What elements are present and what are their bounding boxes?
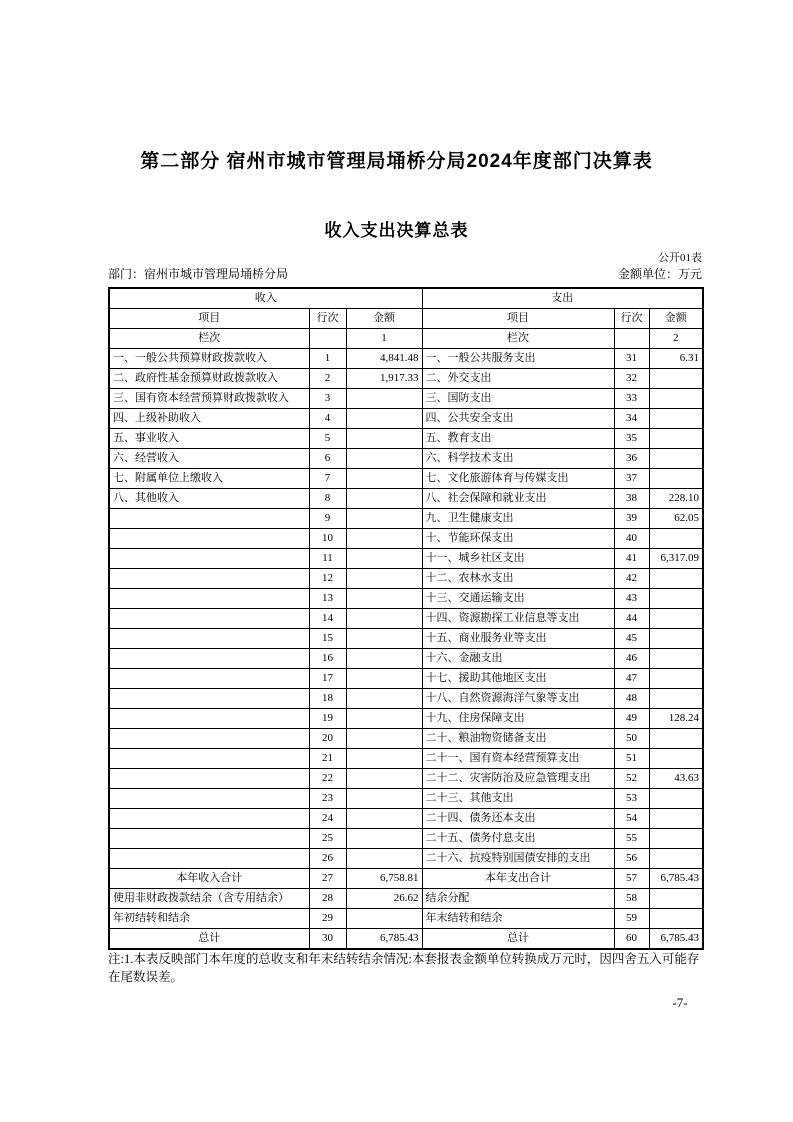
expense-rowno-cell: 35	[614, 429, 649, 449]
income-rowno-cell: 7	[309, 469, 346, 489]
income-rowno-cell: 27	[309, 869, 346, 889]
expense-item-cell: 二十六、抗疫特别国债安排的支出	[422, 849, 614, 869]
expense-item-cell: 年末结转和结余	[422, 909, 614, 929]
income-amount-cell	[346, 389, 422, 409]
table-row	[109, 689, 703, 709]
expense-item-cell: 二、外交支出	[422, 369, 614, 389]
expense-item-cell: 六、科学技术支出	[422, 449, 614, 469]
income-amount-cell	[346, 489, 422, 509]
income-amount-cell	[346, 429, 422, 449]
income-amount-cell: 6,785.43	[346, 929, 422, 950]
income-rowno-cell: 5	[309, 429, 346, 449]
income-rowno-cell: 25	[309, 829, 346, 849]
expense-item-cell: 十、节能环保支出	[422, 529, 614, 549]
expense-rowno-cell: 58	[614, 889, 649, 909]
expense-item-cell: 十一、城乡社区支出	[422, 549, 614, 569]
expense-amount-cell	[649, 609, 703, 629]
income-item-cell	[109, 549, 309, 569]
income-item-cell	[109, 589, 309, 609]
income-amount-cell	[346, 729, 422, 749]
income-amount-cell	[346, 649, 422, 669]
expense-item-cell: 二十、粮油物资储备支出	[422, 729, 614, 749]
expense-item-cell: 十七、援助其他地区支出	[422, 669, 614, 689]
income-item-cell: 总计	[109, 929, 309, 950]
income-section-header: 收入	[109, 288, 422, 309]
income-item-cell: 四、上级补助收入	[109, 409, 309, 429]
income-rowno-cell: 9	[309, 509, 346, 529]
part-title: 第二部分 宿州市城市管理局埇桥分局2024年度部门决算表	[140, 151, 653, 172]
expense-rowno-header: 行次	[614, 309, 649, 329]
meta-row	[108, 265, 702, 282]
expense-rowno-cell: 51	[614, 749, 649, 769]
income-rowno-cell: 13	[309, 589, 346, 609]
expense-amount-cell	[649, 789, 703, 809]
expense-rowno-cell: 59	[614, 909, 649, 929]
expense-amount-header: 金额	[649, 309, 703, 329]
expense-rowno-cell: 50	[614, 729, 649, 749]
income-item-cell: 六、经营收入	[109, 449, 309, 469]
expense-rowno-cell: 42	[614, 569, 649, 589]
expense-rowno-cell: 56	[614, 849, 649, 869]
income-lanci-blank	[309, 329, 346, 349]
expense-item-cell: 二十五、债务付息支出	[422, 829, 614, 849]
income-amount-cell	[346, 629, 422, 649]
expense-amount-cell	[649, 409, 703, 429]
income-item-cell	[109, 569, 309, 589]
expense-item-cell: 二十一、国有资本经营预算支出	[422, 749, 614, 769]
income-amount-cell	[346, 769, 422, 789]
expense-item-cell: 八、社会保障和就业支出	[422, 489, 614, 509]
income-item-cell: 二、政府性基金预算财政拨款收入	[109, 369, 309, 389]
income-amount-cell	[346, 669, 422, 689]
table-row	[109, 609, 703, 629]
expense-amount-cell	[649, 809, 703, 829]
expense-item-cell: 结余分配	[422, 889, 614, 909]
expense-rowno-cell: 40	[614, 529, 649, 549]
income-item-cell	[109, 789, 309, 809]
expense-rowno-cell: 36	[614, 449, 649, 469]
table-row	[109, 389, 703, 409]
expense-amount-cell	[649, 429, 703, 449]
expense-amount-cell: 43.63	[649, 769, 703, 789]
income-item-cell: 本年收入合计	[109, 869, 309, 889]
expense-rowno-cell: 39	[614, 509, 649, 529]
table-row	[109, 469, 703, 489]
expense-rowno-cell: 55	[614, 829, 649, 849]
table-title: 收入支出决算总表	[324, 221, 469, 240]
table-body	[109, 349, 703, 950]
expense-item-cell: 十四、资源勘探工业信息等支出	[422, 609, 614, 629]
income-rowno-cell: 6	[309, 449, 346, 469]
table-row	[109, 549, 703, 569]
income-item-header: 项目	[109, 309, 309, 329]
income-rowno-cell: 20	[309, 729, 346, 749]
expense-amount-cell	[649, 649, 703, 669]
income-item-cell	[109, 609, 309, 629]
expense-amount-cell	[649, 689, 703, 709]
expense-item-cell: 二十三、其他支出	[422, 789, 614, 809]
expense-amount-cell: 6,785.43	[649, 869, 703, 889]
table-row	[109, 929, 703, 950]
expense-rowno-cell: 32	[614, 369, 649, 389]
expense-item-cell: 十六、金融支出	[422, 649, 614, 669]
income-item-cell: 五、事业收入	[109, 429, 309, 449]
income-rowno-cell: 8	[309, 489, 346, 509]
income-rowno-cell: 3	[309, 389, 346, 409]
expense-rowno-cell: 31	[614, 349, 649, 369]
income-amount-cell: 4,841.48	[346, 349, 422, 369]
income-amount-cell	[346, 529, 422, 549]
expense-item-cell: 十九、住房保障支出	[422, 709, 614, 729]
table-row	[109, 809, 703, 829]
expense-item-cell: 四、公共安全支出	[422, 409, 614, 429]
expense-rowno-cell: 54	[614, 809, 649, 829]
expense-rowno-cell: 60	[614, 929, 649, 950]
table-row	[109, 909, 703, 929]
income-rowno-cell: 23	[309, 789, 346, 809]
expense-amount-cell: 62.05	[649, 509, 703, 529]
income-rowno-cell: 11	[309, 549, 346, 569]
table-row	[109, 509, 703, 529]
income-item-cell	[109, 649, 309, 669]
expense-amount-cell: 6,317.09	[649, 549, 703, 569]
income-amount-cell: 1,917.33	[346, 369, 422, 389]
table-row	[109, 349, 703, 369]
expense-lanci-blank	[614, 329, 649, 349]
income-rowno-cell: 10	[309, 529, 346, 549]
income-amount-cell: 26.62	[346, 889, 422, 909]
table-row	[109, 629, 703, 649]
expense-rowno-cell: 46	[614, 649, 649, 669]
income-lanci-label: 栏次	[109, 329, 309, 349]
expense-amount-cell: 6.31	[649, 349, 703, 369]
expense-rowno-cell: 48	[614, 689, 649, 709]
income-item-cell	[109, 769, 309, 789]
income-column-index: 1	[346, 329, 422, 349]
expense-rowno-cell: 57	[614, 869, 649, 889]
income-item-cell	[109, 709, 309, 729]
expense-item-cell: 五、教育支出	[422, 429, 614, 449]
table-row	[109, 369, 703, 389]
income-amount-cell: 6,758.81	[346, 869, 422, 889]
expense-item-cell: 十八、自然资源海洋气象等支出	[422, 689, 614, 709]
expense-item-cell: 十二、农林水支出	[422, 569, 614, 589]
income-rowno-cell: 12	[309, 569, 346, 589]
expense-column-index: 2	[649, 329, 703, 349]
expense-rowno-cell: 37	[614, 469, 649, 489]
expense-section-header: 支出	[422, 288, 703, 309]
income-item-cell	[109, 669, 309, 689]
income-amount-cell	[346, 589, 422, 609]
form-code-label: 公开01表	[658, 252, 702, 264]
expense-item-cell: 七、文化旅游体育与传媒支出	[422, 469, 614, 489]
income-amount-cell	[346, 909, 422, 929]
table-row	[109, 749, 703, 769]
expense-item-cell: 二十二、灾害防治及应急管理支出	[422, 769, 614, 789]
income-rowno-cell: 30	[309, 929, 346, 950]
income-amount-cell	[346, 449, 422, 469]
income-amount-cell	[346, 789, 422, 809]
income-item-cell: 八、其他收入	[109, 489, 309, 509]
expense-amount-cell	[649, 849, 703, 869]
income-item-cell	[109, 629, 309, 649]
income-amount-cell	[346, 549, 422, 569]
table-row	[109, 529, 703, 549]
income-amount-cell	[346, 409, 422, 429]
expense-item-cell: 十五、商业服务业等支出	[422, 629, 614, 649]
table-row	[109, 649, 703, 669]
expense-amount-cell	[649, 669, 703, 689]
income-item-cell	[109, 749, 309, 769]
income-amount-header: 金额	[346, 309, 422, 329]
income-rowno-cell: 28	[309, 889, 346, 909]
table-row	[109, 849, 703, 869]
expense-item-cell: 十三、交通运输支出	[422, 589, 614, 609]
income-rowno-cell: 4	[309, 409, 346, 429]
income-rowno-cell: 16	[309, 649, 346, 669]
income-amount-cell	[346, 469, 422, 489]
income-amount-cell	[346, 569, 422, 589]
table-row	[109, 769, 703, 789]
column-header-row	[109, 309, 703, 329]
expense-rowno-cell: 41	[614, 549, 649, 569]
expense-amount-cell: 228.10	[649, 489, 703, 509]
income-amount-cell	[346, 809, 422, 829]
expense-amount-cell	[649, 729, 703, 749]
table-row	[109, 669, 703, 689]
income-item-cell	[109, 509, 309, 529]
expense-item-cell: 总计	[422, 929, 614, 950]
expense-amount-cell	[649, 529, 703, 549]
table-row	[109, 569, 703, 589]
table-row	[109, 449, 703, 469]
income-rowno-cell: 14	[309, 609, 346, 629]
income-amount-cell	[346, 849, 422, 869]
income-rowno-cell: 17	[309, 669, 346, 689]
income-amount-cell	[346, 509, 422, 529]
expense-item-cell: 九、卫生健康支出	[422, 509, 614, 529]
expense-rowno-cell: 34	[614, 409, 649, 429]
income-item-cell: 三、国有资本经营预算财政拨款收入	[109, 389, 309, 409]
table-row	[109, 729, 703, 749]
income-item-cell	[109, 829, 309, 849]
expense-rowno-cell: 53	[614, 789, 649, 809]
table-row	[109, 709, 703, 729]
income-item-cell	[109, 689, 309, 709]
expense-amount-cell	[649, 369, 703, 389]
expense-amount-cell	[649, 829, 703, 849]
expense-amount-cell	[649, 629, 703, 649]
expense-amount-cell	[649, 449, 703, 469]
income-rowno-cell: 15	[309, 629, 346, 649]
income-amount-cell	[346, 829, 422, 849]
column-index-row	[109, 329, 703, 349]
income-item-cell: 年初结转和结余	[109, 909, 309, 929]
expense-item-header: 项目	[422, 309, 614, 329]
income-item-cell: 使用非财政拨款结余（含专用结余）	[109, 889, 309, 909]
expense-rowno-cell: 45	[614, 629, 649, 649]
table-row	[109, 589, 703, 609]
income-rowno-cell: 19	[309, 709, 346, 729]
income-rowno-cell: 29	[309, 909, 346, 929]
expense-rowno-cell: 43	[614, 589, 649, 609]
expense-amount-cell	[649, 749, 703, 769]
expense-amount-cell: 6,785.43	[649, 929, 703, 950]
expense-item-cell: 本年支出合计	[422, 869, 614, 889]
page-number: -7-	[672, 995, 688, 1010]
income-item-cell: 一、一般公共预算财政拨款收入	[109, 349, 309, 369]
income-rowno-cell: 24	[309, 809, 346, 829]
table-row	[109, 889, 703, 909]
income-rowno-cell: 21	[309, 749, 346, 769]
expense-amount-cell	[649, 909, 703, 929]
income-rowno-cell: 22	[309, 769, 346, 789]
income-rowno-cell: 18	[309, 689, 346, 709]
expense-item-cell: 一、一般公共服务支出	[422, 349, 614, 369]
income-amount-cell	[346, 609, 422, 629]
expense-lanci-label: 栏次	[422, 329, 614, 349]
table-row	[109, 489, 703, 509]
income-item-cell	[109, 729, 309, 749]
income-amount-cell	[346, 709, 422, 729]
expense-amount-cell	[649, 889, 703, 909]
expense-rowno-cell: 38	[614, 489, 649, 509]
table-row	[109, 409, 703, 429]
income-item-cell	[109, 529, 309, 549]
expense-rowno-cell: 49	[614, 709, 649, 729]
footnote: 注:1.本表反映部门本年度的总收支和年末结转结余情况:本套报表金额单位转换成万元时，因四舍五入可能存在尾数误差。	[108, 952, 700, 985]
expense-amount-cell: 128.24	[649, 709, 703, 729]
table-row	[109, 789, 703, 809]
income-rowno-cell: 26	[309, 849, 346, 869]
income-amount-cell	[346, 689, 422, 709]
section-header-row	[109, 288, 703, 309]
income-item-cell	[109, 849, 309, 869]
expense-item-cell: 二十四、债务还本支出	[422, 809, 614, 829]
expense-rowno-cell: 33	[614, 389, 649, 409]
expense-rowno-cell: 47	[614, 669, 649, 689]
income-amount-cell	[346, 749, 422, 769]
expense-rowno-cell: 52	[614, 769, 649, 789]
income-expense-table	[108, 287, 704, 950]
income-item-cell: 七、附属单位上缴收入	[109, 469, 309, 489]
expense-item-cell: 三、国防支出	[422, 389, 614, 409]
expense-rowno-cell: 44	[614, 609, 649, 629]
income-item-cell	[109, 809, 309, 829]
expense-amount-cell	[649, 569, 703, 589]
department-label: 部门：宿州市城市管理局埇桥分局	[108, 267, 289, 281]
table-row	[109, 829, 703, 849]
income-rowno-cell: 1	[309, 349, 346, 369]
income-rowno-cell: 2	[309, 369, 346, 389]
expense-amount-cell	[649, 589, 703, 609]
income-rowno-header: 行次	[309, 309, 346, 329]
table-row	[109, 429, 703, 449]
unit-label: 金额单位：万元	[617, 267, 702, 281]
expense-amount-cell	[649, 389, 703, 409]
expense-amount-cell	[649, 469, 703, 489]
table-row	[109, 869, 703, 889]
